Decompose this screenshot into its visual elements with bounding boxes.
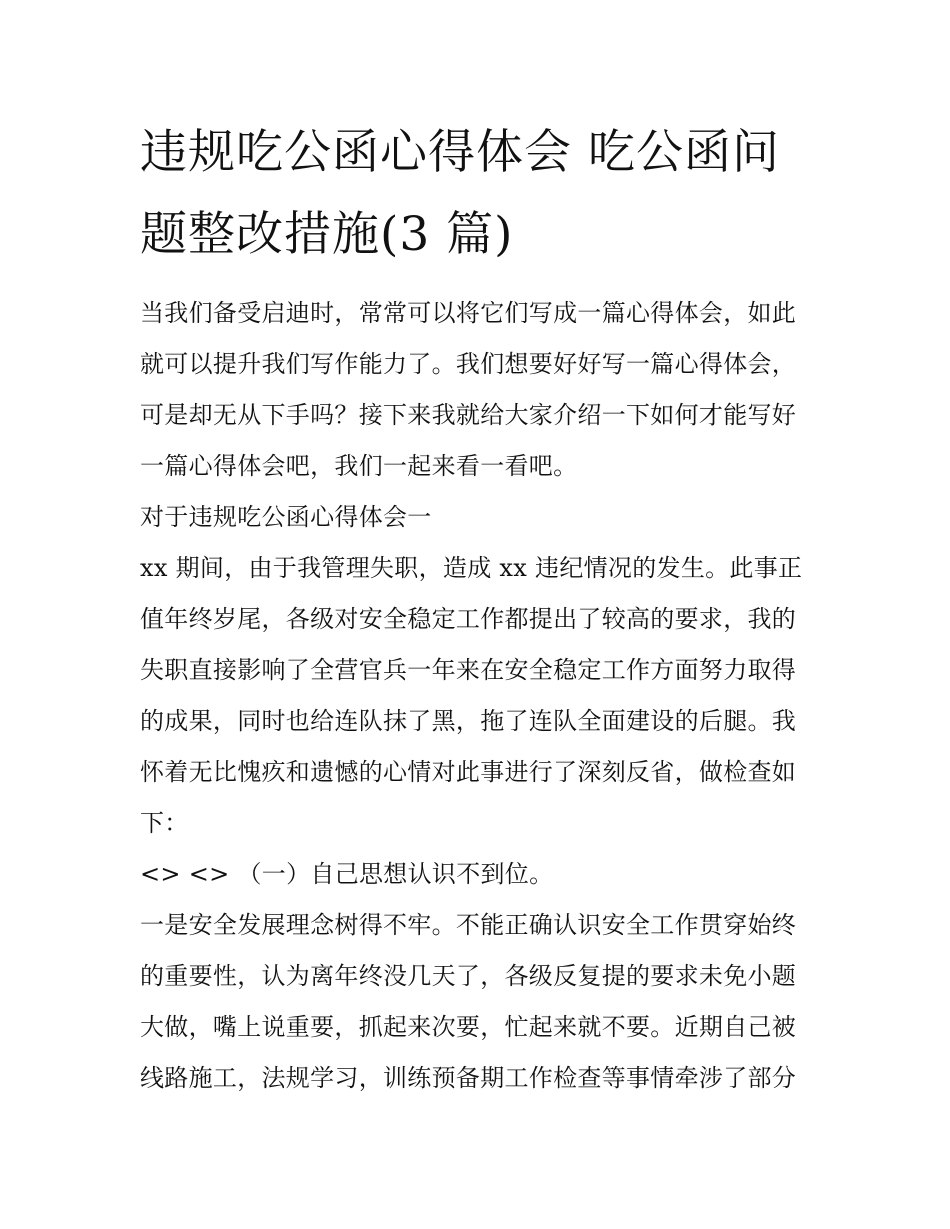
document-page bbox=[140, 112, 820, 1104]
text-line: 怀着无比愧疚和遗憾的心情对此事进行了深刻反省，做检查如 bbox=[140, 758, 797, 786]
text-line: xx 期间，由于我管理失职，造成 xx 违纪情况的发生。此事正 bbox=[140, 554, 803, 582]
text-line: <> <> （一）自己思想认识不到位。 bbox=[140, 860, 554, 888]
text-line: 可是却无从下手吗？接下来我就给大家介绍一下如何才能写好 bbox=[140, 401, 797, 429]
text-line: 当我们备受启迪时，常常可以将它们写成一篇心得体会，如此 bbox=[140, 299, 797, 327]
text-line: 下： bbox=[140, 809, 189, 837]
text-line: 一篇心得体会吧，我们一起来看一看吧。 bbox=[140, 452, 578, 480]
paragraph-intro bbox=[140, 288, 820, 492]
title-line-1: 违规吃公函心得体会 吃公函问 bbox=[140, 125, 780, 180]
text-line: 的成果，同时也给连队抹了黑，拖了连队全面建设的后腿。我 bbox=[140, 707, 797, 735]
text-line: 线路施工，法规学习，训练预备期工作检查等事情牵涉了部分 bbox=[140, 1064, 797, 1092]
subsection-heading bbox=[140, 849, 820, 900]
paragraph-main bbox=[140, 543, 820, 849]
text-line: 一是安全发展理念树得不牢。不能正确认识安全工作贯穿始终 bbox=[140, 911, 797, 939]
title-line-2: 题整改措施(3 篇) bbox=[140, 207, 514, 262]
paragraph-detail bbox=[140, 900, 820, 1104]
document-title bbox=[140, 112, 820, 276]
text-line: 大做，嘴上说重要，抓起来次要，忙起来就不要。近期自己被 bbox=[140, 1013, 797, 1041]
text-line: 的重要性，认为离年终没几天了，各级反复提的要求未免小题 bbox=[140, 962, 797, 990]
text-line: 对于违规吃公函心得体会一 bbox=[140, 503, 432, 531]
text-line: 就可以提升我们写作能力了。我们想要好好写一篇心得体会， bbox=[140, 350, 797, 378]
document-body bbox=[140, 288, 820, 1104]
text-line: 失职直接影响了全营官兵一年来在安全稳定工作方面努力取得 bbox=[140, 656, 797, 684]
text-line: 值年终岁尾，各级对安全稳定工作都提出了较高的要求，我的 bbox=[140, 605, 797, 633]
section-heading bbox=[140, 492, 820, 543]
